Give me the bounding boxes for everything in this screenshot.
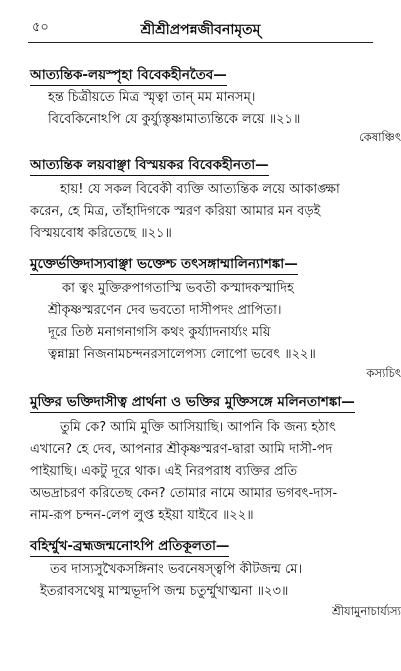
paragraph-line: পাইয়াছি। একটু দূরে থাক। এই নিরপরাধ ব্যক্তির প্রতি	[30, 464, 298, 479]
verse-line: হন্ত চিত্রীয়তে মিত্র স্মৃত্বা তান্ মম মানসম্।	[48, 90, 256, 105]
header-rule	[28, 42, 373, 43]
verse-line: বিবেকিনোঽপি যে কুর্য্যুস্তৃষ্ণামাত্যন্তিকে লয়ে ॥২১॥	[48, 112, 301, 127]
paragraph-line: তুমি কে? আমি মুক্তি আসিয়াছি। আপনি কি জন্য হঠাৎ	[60, 420, 336, 435]
section-heading: বহির্ম্মুখ-ব্রহ্মজন্মনোঽপি প্রতিকূলতা—	[0, 537, 401, 557]
section-heading: মুক্তির ভক্তিদাসীত্ব প্রার্থনা ও ভক্তির মুক্তিসঙ্গে মলিনতাশঙ্কা—	[0, 393, 401, 413]
verse-line: শ্রীকৃষ্ণস্মরণেন দেব ভবতো দাসীপদং প্রাপিতা।	[48, 303, 282, 318]
section-heading: আত্যন্তিক-লয়স্পৃহা বিবেকহীনতৈব—	[0, 66, 401, 86]
paragraph-line: করেন, হে মিত্র, তাঁহাদিগকে স্মরণ করিয়া আমার মন বড়ই	[30, 204, 321, 219]
page-header	[0, 18, 401, 42]
page-title: শ্রীশ্রীপ্রপন্নজীবনামৃতম্	[140, 22, 261, 38]
verse-line: তব দাস্যসুখৈকসঙ্গিনাং ভবনেষস্ত্বপি কীটজন্ম মে।	[50, 562, 303, 577]
section-heading: মুক্তেৰ্ভক্তিদাস্যবাঞ্ছা ভক্তেশ্চ তৎসঙ্গাম্মালিন্যাশঙ্কা—	[0, 255, 401, 275]
paragraph-line: অভদ্রাচরণ করিতেছ কেন? তোমার নামে আমার ভগবৎ-দাস-	[30, 486, 338, 501]
verse-attribution: কেষাঞ্চিৎ	[359, 130, 401, 144]
paragraph-line: বিস্ময়বোধ করিতেছে ॥২১॥	[30, 226, 172, 241]
verse-line: ত্বন্নাম্না নিজনামচন্দনরসালেপস্য লোপো ভবেৎ ॥২২॥	[48, 347, 316, 362]
verse-attribution: কস্যচিৎ	[366, 366, 401, 380]
page-number: ৫০	[32, 20, 49, 35]
paragraph-line: এখানে? হে দেব, আপনার শ্রীকৃষ্ণস্মরণ-দ্বারা আমি দাসী-পদ	[30, 442, 333, 457]
paragraph-line: হায়! যে সকল বিবেকী ব্যক্তি আত্যন্তিক লয়ে আকাঙ্ক্ষা	[60, 182, 340, 197]
section-heading: আত্যন্তিক লয়বাঞ্ছা বিস্ময়কর বিবেকহীনতা—	[0, 156, 401, 176]
verse-line: ইতরাবসথেষু মাস্মভূদপি জন্ম চতুর্ম্মুখাত্মনা ॥২৩॥	[40, 584, 289, 599]
paragraph-line: নাম-রূপ চন্দন-লেপ লুপ্ত হইয়া যাইবে ॥২২॥	[30, 508, 254, 523]
verse-line: দূরে তিষ্ঠ মনাগনাগসি কথং কুর্য্যাদনার্য্যং ময়ি	[48, 325, 271, 340]
verse-attribution: শ্রীযামুনাচার্য্যস্য	[332, 604, 401, 618]
verse-line: কা ত্বং মুক্তিরুপাগতাস্মি ভবতী কস্মাদকস্মাদিহ	[62, 281, 294, 296]
